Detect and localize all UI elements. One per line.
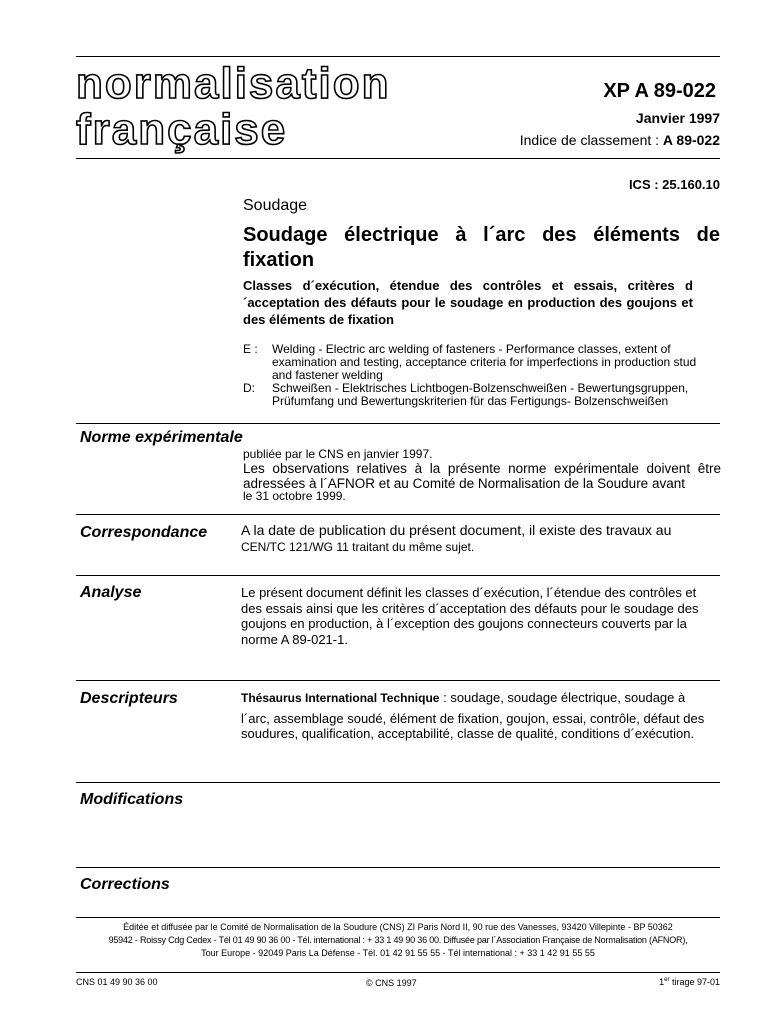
tirage-number: 1 <box>659 977 665 987</box>
indice-classement <box>520 132 720 148</box>
category: Soudage <box>243 197 308 214</box>
logo-francaise: française <box>76 105 288 154</box>
footer-line1: Éditée et diffusée par le Comité de Normalisation de la Soudure (CNS) ZI Paris Nord II, 90 rue des Vanesses, 93420 Villepinte - BP 50362 <box>123 922 673 932</box>
footer-right <box>659 977 720 987</box>
descripteurs-line1-rest: : soudage, soudage électrique, soudage à <box>439 690 686 705</box>
logo-normalisation: normalisation <box>76 59 391 108</box>
correspondance-line1: A la date de publication du présent document, il existe des travaux au <box>241 522 672 538</box>
norme-line3: le 31 octobre 1999. <box>243 489 346 503</box>
footer-rule <box>76 917 720 918</box>
lang-d-label: D: <box>243 381 255 395</box>
norme-line2: Les observations relatives à la présente norme expérimentale doivent être adressées à l´AFNOR et au Comité de Normalisation de la Soudure avant <box>243 461 721 491</box>
document-ref: XP A 89-022 <box>603 80 716 102</box>
footer-left: CNS 01 49 90 36 00 <box>76 977 158 987</box>
norme-line1: publiée par le CNS en janvier 1997. <box>243 447 433 461</box>
lang-e-text: Welding - Electric arc welding of fasteners - Performance classes, extent of examination and testing, acceptance criteria for imperfections in production stud and fastener welding <box>272 342 697 382</box>
section-title-modifications: Modifications <box>80 791 184 808</box>
footer-bottom-rule <box>76 972 720 973</box>
section-title-corrections: Corrections <box>80 876 170 893</box>
indice-value: A 89-022 <box>662 132 720 148</box>
section-title-descripteurs: Descripteurs <box>80 690 178 707</box>
document-title: Soudage électrique à l´arc des éléments de fixation <box>243 224 720 271</box>
footer-line2: 95942 - Roissy Cdg Cedex - Tél 01 49 90 36 00 - Tél. international : + 33 1 49 90 36 00. Diffusée par l´Association Française de Normalisation (AFNOR), <box>108 935 688 945</box>
section-title-analyse: Analyse <box>80 584 142 601</box>
document-date: Janvier 1997 <box>635 110 720 126</box>
indice-label: Indice de classement : <box>519 132 660 148</box>
analyse-text: Le présent document définit les classes d´exécution, l´étendue des contrôles et des essais ainsi que les critères d´acceptation des défauts pour le soudage des goujons en production, à l´exception des goujons connecteurs couverts par la norme A 89-021-1. <box>241 585 699 647</box>
tirage-text: tirage 97-01 <box>669 977 720 987</box>
rule-norme <box>76 423 720 424</box>
document-subtitle: Classes d´exécution, étendue des contrôles et essais, critères d´acceptation des défauts pour le soudage en production des goujons et des éléments de fixation <box>243 278 693 327</box>
thesaurus-label: Thésaurus International Technique <box>241 691 440 705</box>
ics-code: ICS : 25.160.10 <box>628 177 720 192</box>
rule-correspondance <box>76 514 720 515</box>
section-title-norme: Norme expérimentale <box>80 429 243 446</box>
top-rule <box>76 56 720 57</box>
rule-descripteurs <box>76 680 720 681</box>
descripteurs-text: l´arc, assemblage soudé, élément de fixation, goujon, essai, contrôle, défaut des soudures, qualification, acceptabilité, classe de qualité, conditions d´exécution. <box>241 711 705 741</box>
rule-corrections <box>76 867 720 868</box>
descripteurs-line1 <box>241 690 716 705</box>
rule-modifications <box>76 782 720 783</box>
correspondance-line2: CEN/TC 121/WG 11 traitant du même sujet. <box>241 540 475 554</box>
lang-d-text: Schweißen - Elektrisches Lichtbogen-Bolzenschweißen - Bewertungsgruppen, Prüfumfang und Bewertungskriterien für das Fertigungs- Bolzenschweißen <box>272 381 689 408</box>
section-title-correspondance: Correspondance <box>80 524 208 541</box>
footer-line3: Tour Europe - 92049 Paris La Défense - Tél. 01 42 91 55 55 - Tél international : + 33 1 42 91 55 55 <box>201 948 595 958</box>
rule-analyse <box>76 575 720 576</box>
footer-center: © CNS 1997 <box>366 978 417 988</box>
header-rule <box>76 158 720 159</box>
lang-e-label: E : <box>243 342 258 356</box>
tirage-sup: er <box>664 977 670 983</box>
